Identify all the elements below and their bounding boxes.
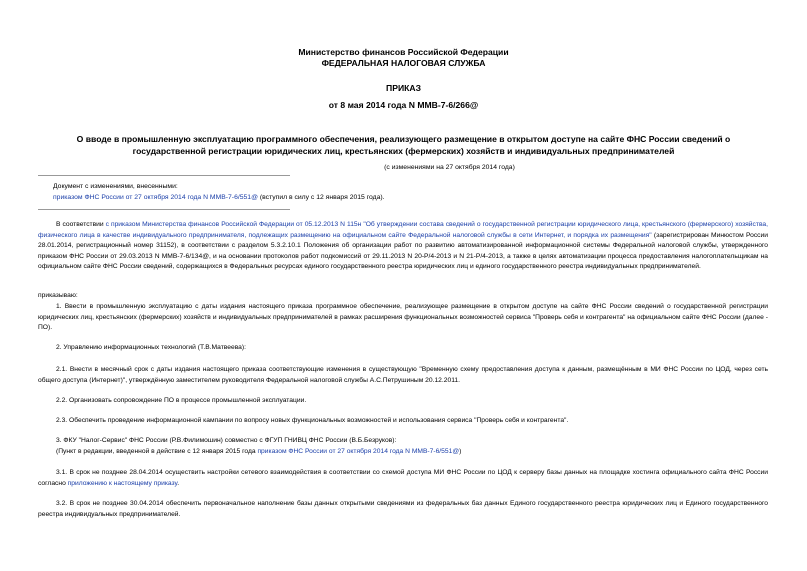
preamble-start: В соответствии (56, 221, 106, 228)
doc-date-number: от 8 мая 2014 года N ММВ-7-6/266@ (328, 100, 479, 110)
amendment-note: (с изменениями на 27 октября 2014 года) (384, 164, 515, 171)
item-2-3: 2.3. Обеспечить проведение информационной кампании по вопросу новых функциональных возможностей и использования сервиса "Проверь себя и контрагента". (56, 417, 569, 424)
item-3-1-text: 3.1. В срок не позднее 28.04.2014 осуществить настройки сетевого взаимодействия в соответствии со схемой доступа МИ ФНС России по ЦОД к серверу базы данных на площадке хостинга официального сайта ФНС России согласно (38, 469, 768, 487)
amending-order-link-2[interactable]: приказом ФНС России от 27 октября 2014 года N ММВ-7-6/551@ (257, 448, 460, 455)
divider (38, 175, 290, 176)
item-2: 2. Управлению информационных технологий (Т.В.Матвеева): (56, 344, 246, 351)
ministry-name: Министерство финансов Российской Федерации (298, 47, 509, 57)
doc-type: ПРИКАЗ (386, 83, 421, 93)
changes-box (53, 182, 653, 203)
doc-title-line: государственной регистрации юридических лиц, крестьянских (фермерских) хозяйств и индивидуальных предпринимателей (132, 146, 675, 156)
doc-title-line: О вводе в промышленную эксплуатацию программного обеспечения, реализующего размещение в открытом доступе на сайте ФНС России сведений о (76, 134, 731, 144)
item-3-note-start: (Пункт в редакции, введенной в действие с 12 января 2015 года (56, 448, 258, 455)
appendix-link[interactable]: приложению к настоящему приказу (67, 479, 178, 487)
item-3-1-end: . (177, 479, 180, 487)
item-3-2: 3.2. В срок не позднее 30.04.2014 обеспечить первоначальное наполнение базы данных открытыми сведениями из федеральных баз данных Единого государственного реестра юридических лиц и Единого государственного реестра индивидуальных предпринимателей. (38, 500, 768, 518)
item-2-2: 2.2. Организовать сопровождение ПО в процессе промышленной эксплуатации. (56, 397, 307, 404)
item-1: 1. Ввести в промышленную эксплуатацию с даты издания настоящего приказа программное обеспечение, реализующее размещение в открытом доступе на сайте ФНС России сведений о государственной регистрации юридических лиц, крестьянских (фермерских) хозяйств и индивидуальных предпринимателей в рамках расширения функциональных возможностей сервиса "Проверь себя и контрагента" на официальном сайте ФНС России (далее - ПО). (38, 303, 768, 331)
changes-label: Документ с изменениями, внесенными: (53, 183, 178, 190)
changes-line (53, 193, 653, 204)
order-word: приказываю: (38, 292, 78, 299)
doc-title (40, 133, 767, 157)
item-3-note-end: ) (459, 448, 462, 455)
item-3: 3. ФКУ "Налог-Сервис" ФНС России (Р.В.Филимошин) совместно с ФГУП ГНИВЦ ФНС России (В.Б.Безруков): (56, 437, 397, 444)
minfin-order-link[interactable]: с приказом Министерства финансов Российской Федерации от 05.12.2013 N 115н "Об утверждении состава сведений о государственной регистрации юридического лица, крестьянского (фермерского) хозяйства, физического лица в качестве индивидуального предпринимателя, подлежащих размещению на официальном сайте Федеральной налоговой службы в сети Интернет, и порядка их размещения" (38, 221, 768, 239)
amending-order-link[interactable]: приказом ФНС России от 27 октября 2014 года N ММВ-7-6/551@ (53, 193, 258, 201)
changes-suffix: (вступил в силу с 12 января 2015 года). (257, 193, 385, 201)
item-3-1 (38, 468, 768, 489)
divider (38, 209, 290, 210)
preamble-paragraph (38, 220, 768, 273)
item-3-note (38, 447, 768, 458)
item-2-1: 2.1. Внести в месячный срок с даты издания настоящего приказа соответствующие изменения в существующую "Временную схему предоставления доступа к данным, размещённым в МИ ФНС России по ЦОД, через сеть общего доступа (Интернет)", утверждённую заместителем руководителя Федеральной налоговой службы А.С.Петрушиным 20.12.2011. (38, 366, 768, 384)
preamble-rest: (зарегистрирован Минюстом России 28.01.2014, регистрационный номер 31152), в соответствии с разделом 5.3.2.10.1 Положения об организации работ по развитию автоматизированной информационной системы Федеральной налоговой службы, утвержденного приказом ФНС России от 29.03.2013 N ММВ-7-6/134@, и на основании протоколов работ подкомиссий от 29.11.2013 N 20-Р/4-2013 и N 21-Р/4-2013, а также в целях автоматизации процесса предоставления налогоплательщикам на официальном сайте ФНС России сведений, содержащихся в Федеральных ресурсах единого государственного реестра юридических лиц и единого государственного реестра индивидуальных предпринимателей. (38, 231, 768, 270)
service-name: ФЕДЕРАЛЬНАЯ НАЛОГОВАЯ СЛУЖБА (321, 58, 486, 68)
